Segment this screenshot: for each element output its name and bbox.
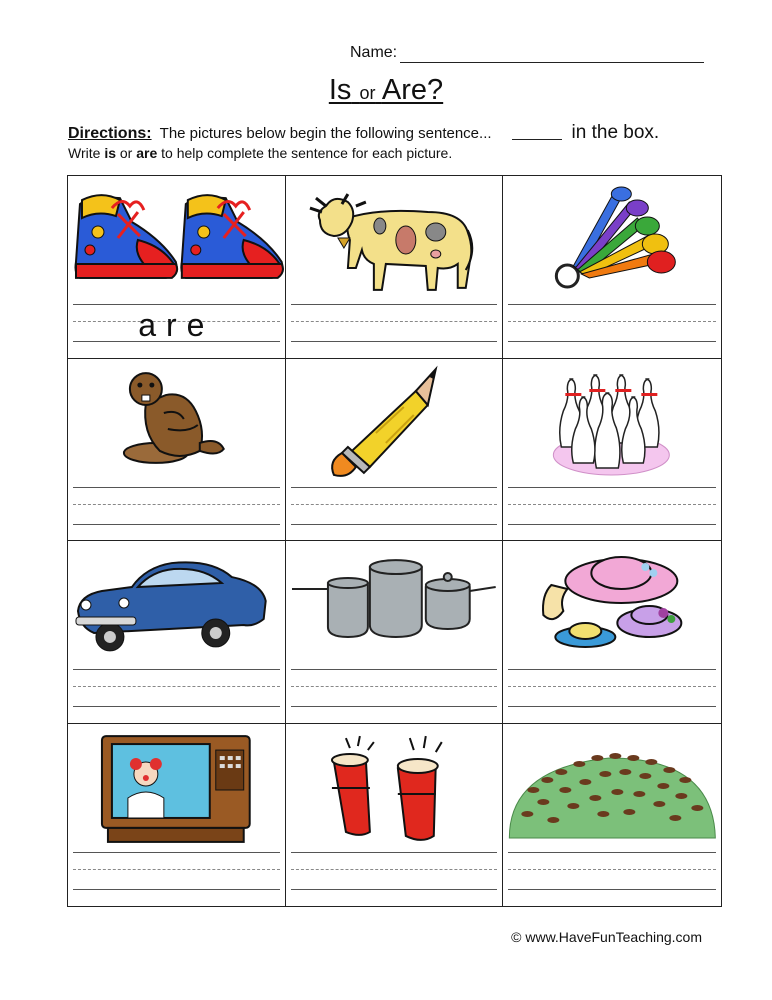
name-row [350, 44, 397, 62]
cell-pots [286, 541, 504, 724]
copyright-footer: © www.HaveFunTeaching.com [511, 929, 702, 945]
directions-line-1 [68, 122, 659, 144]
television-icon [68, 728, 285, 846]
answer-text[interactable]: are [138, 307, 215, 343]
shoes-icon [68, 180, 285, 298]
name-field-line[interactable] [400, 62, 704, 63]
worksheet-title [0, 74, 772, 107]
hats-icon [503, 545, 721, 663]
measuring-spoons-icon [503, 180, 721, 298]
directions-text: The pictures below begin the following sentence... [159, 125, 492, 142]
ants-icon [503, 728, 721, 846]
pots-icon [286, 545, 503, 663]
cell-hats [503, 541, 721, 724]
name-label: Name: [350, 44, 398, 61]
cell-television [68, 724, 286, 907]
directions-write: Write [68, 145, 101, 161]
title-or: or [359, 83, 376, 103]
pencil-icon [286, 363, 503, 481]
cell-drums [286, 724, 504, 907]
cell-car [68, 541, 286, 724]
beaver-icon [68, 363, 285, 481]
directions-label: Directions: [68, 125, 152, 142]
directions-is: is [104, 145, 116, 161]
cow-icon [286, 180, 503, 298]
cell-measuring-spoons [503, 176, 721, 359]
title-is: Is [328, 74, 352, 106]
cell-shoes [68, 176, 286, 359]
bowling-pins-icon [503, 363, 721, 481]
title-are: Are? [381, 74, 444, 106]
car-icon [68, 545, 285, 663]
directions-line-2 [68, 145, 452, 161]
picture-grid [67, 175, 722, 907]
directions-or: or [119, 145, 133, 161]
directions-rest: to help complete the sentence for each picture. [161, 145, 453, 161]
directions-are: are [136, 145, 158, 161]
directions-text-end: in the box. [571, 122, 660, 143]
cell-bowling-pins [503, 359, 721, 542]
drums-icon [286, 728, 503, 846]
cell-ants [503, 724, 721, 907]
sentence-blank [512, 139, 562, 140]
cell-beaver [68, 359, 286, 542]
cell-pencil [286, 359, 504, 542]
cell-cow [286, 176, 504, 359]
